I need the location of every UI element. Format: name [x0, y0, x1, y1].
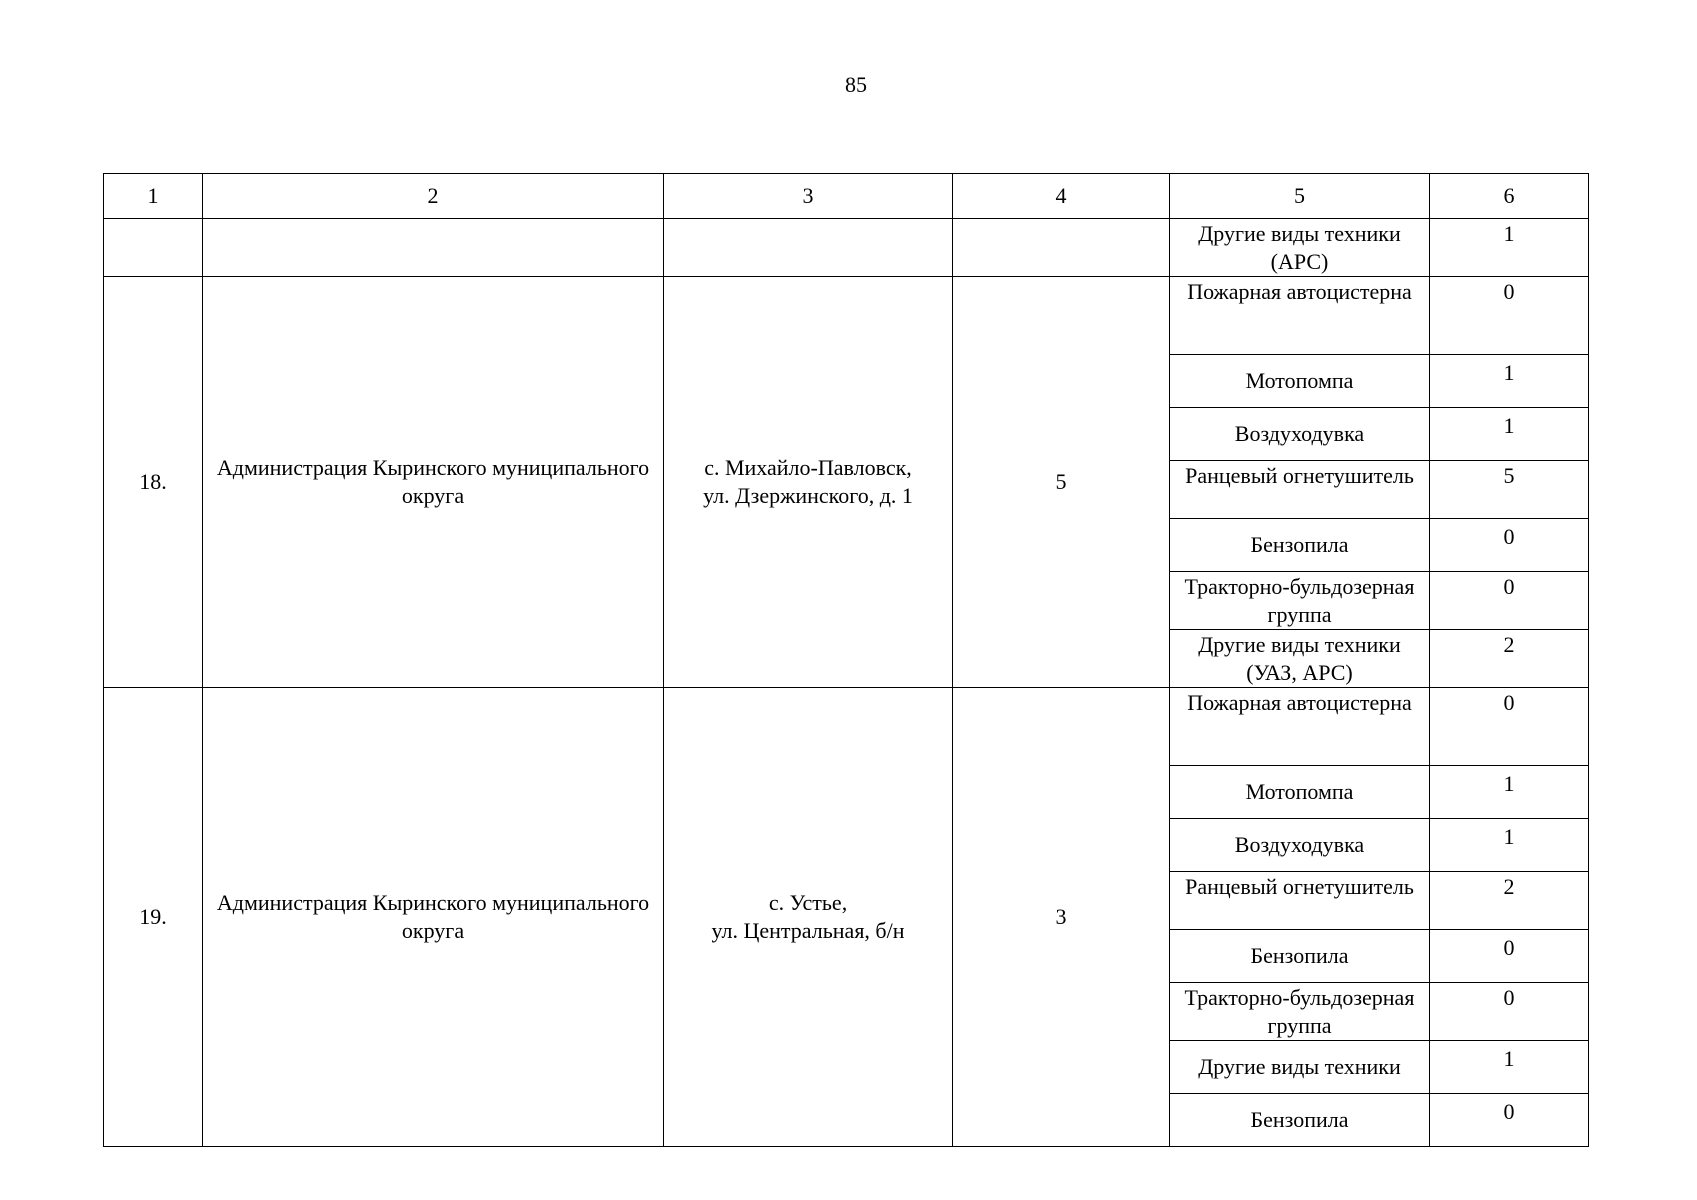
- quantity-cell: 2: [1430, 872, 1589, 930]
- address-line: с. Михайло-Павловск,: [704, 455, 912, 480]
- address-cell: [664, 688, 953, 1147]
- row-number: 18.: [104, 277, 203, 688]
- header-row: [104, 174, 1589, 219]
- empty-cell: [104, 219, 203, 277]
- equipment-cell: Другие виды техники: [1170, 1041, 1430, 1094]
- address-line: ул. Центральная, б/н: [711, 918, 905, 943]
- quantity-cell: 0: [1430, 572, 1589, 630]
- address-cell: [664, 277, 953, 688]
- organization-cell: Администрация Кыринского муниципального округа: [203, 277, 664, 688]
- equipment-cell: Бензопила: [1170, 930, 1430, 983]
- header-cell: 4: [953, 174, 1170, 219]
- address-line: ул. Дзержинского, д. 1: [703, 483, 913, 508]
- quantity-cell: 1: [1430, 1041, 1589, 1094]
- equipment-cell: Мотопомпа: [1170, 355, 1430, 408]
- quantity-cell: 1: [1430, 355, 1589, 408]
- equipment-cell: Воздуходувка: [1170, 819, 1430, 872]
- empty-cell: [664, 219, 953, 277]
- equipment-cell: Ранцевый огнетушитель: [1170, 461, 1430, 519]
- empty-cell: [203, 219, 664, 277]
- table-row: [104, 688, 1589, 766]
- quantity-cell: 0: [1430, 983, 1589, 1041]
- address-line: с. Устье,: [768, 890, 848, 915]
- quantity-cell: 1: [1430, 819, 1589, 872]
- equipment-table: [103, 173, 1589, 1147]
- equipment-cell: Бензопила: [1170, 519, 1430, 572]
- equipment-cell: Пожарная автоцистерна: [1170, 277, 1430, 355]
- quantity-cell: 5: [1430, 461, 1589, 519]
- equipment-cell: Другие виды техники (УАЗ, АРС): [1170, 630, 1430, 688]
- quantity-cell: 0: [1430, 688, 1589, 766]
- table-row: [104, 277, 1589, 355]
- equipment-cell: Тракторно-бульдозерная группа: [1170, 572, 1430, 630]
- quantity-cell: 1: [1430, 766, 1589, 819]
- equipment-cell: Тракторно-бульдозерная группа: [1170, 983, 1430, 1041]
- table-row: [104, 219, 1589, 277]
- quantity-cell: 2: [1430, 630, 1589, 688]
- quantity-cell: 0: [1430, 277, 1589, 355]
- quantity-cell: 1: [1430, 219, 1589, 277]
- header-cell: 2: [203, 174, 664, 219]
- equipment-cell: Другие виды техники (АРС): [1170, 219, 1430, 277]
- quantity-cell: 0: [1430, 519, 1589, 572]
- header-cell: 1: [104, 174, 203, 219]
- header-cell: 6: [1430, 174, 1589, 219]
- header-cell: 5: [1170, 174, 1430, 219]
- empty-cell: [953, 219, 1170, 277]
- quantity-cell: 1: [1430, 408, 1589, 461]
- quantity-cell: 0: [1430, 1094, 1589, 1147]
- equipment-cell: Мотопомпа: [1170, 766, 1430, 819]
- row-number: 19.: [104, 688, 203, 1147]
- page-number: 85: [845, 72, 867, 97]
- equipment-cell: Пожарная автоцистерна: [1170, 688, 1430, 766]
- equipment-cell: Воздуходувка: [1170, 408, 1430, 461]
- quantity-cell: 0: [1430, 930, 1589, 983]
- total-cell: 5: [953, 277, 1170, 688]
- equipment-cell: Ранцевый огнетушитель: [1170, 872, 1430, 930]
- organization-cell: Администрация Кыринского муниципального округа: [203, 688, 664, 1147]
- header-cell: 3: [664, 174, 953, 219]
- total-cell: 3: [953, 688, 1170, 1147]
- equipment-cell: Бензопила: [1170, 1094, 1430, 1147]
